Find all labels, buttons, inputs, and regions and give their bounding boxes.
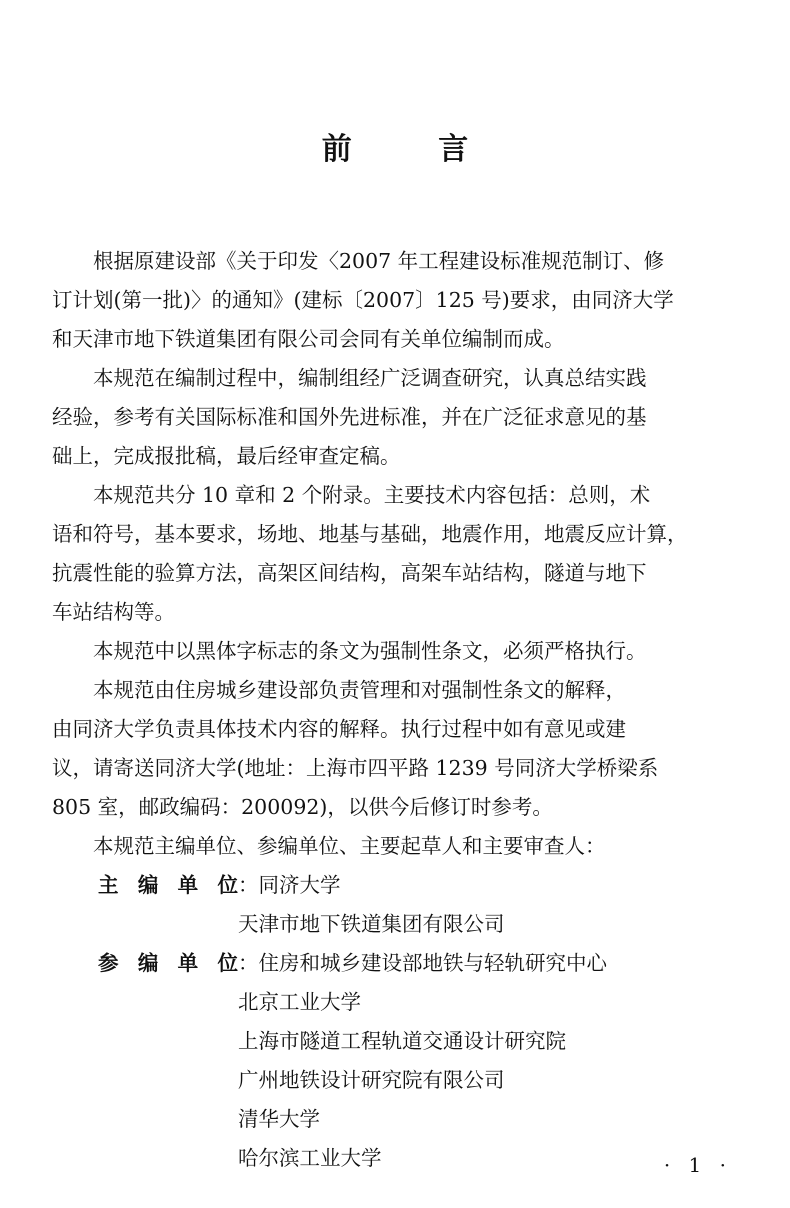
paragraph <box>52 242 742 359</box>
participating-units-label <box>52 944 238 983</box>
label-char: 位 <box>217 951 238 975</box>
unit-row <box>52 1022 742 1061</box>
page-number: · 1 · <box>663 1153 732 1177</box>
unit-entry <box>238 944 742 983</box>
foreword-body <box>52 242 742 1178</box>
text-line: 本规范共分 10 章和 2 个附录。主要技术内容包括：总则，术 <box>93 483 651 507</box>
paragraph <box>52 827 742 866</box>
label-char: 单 <box>177 873 199 897</box>
label-char: 编 <box>137 873 159 897</box>
label-colon: ： <box>238 951 259 975</box>
unit-row <box>52 905 742 944</box>
unit-name: 上海市隧道工程轨道交通设计研究院 <box>238 1029 566 1053</box>
paragraph <box>52 671 742 827</box>
text-line: 本规范主编单位、参编单位、主要起草人和主要审查人： <box>93 834 606 858</box>
unit-name: 北京工业大学 <box>238 990 361 1014</box>
unit-row <box>52 866 742 905</box>
unit-name: 住房和城乡建设部地铁与轻轨研究中心 <box>258 951 607 975</box>
label-char: 编 <box>137 951 159 975</box>
text-line: 语和符号，基本要求，场地、地基与基础，地震作用，地震反应计算， <box>52 522 688 546</box>
text-line: 本规范中以黑体字标志的条文为强制性条文，必须严格执行。 <box>93 639 647 663</box>
text-line: 经验，参考有关国际标准和国外先进标准，并在广泛征求意见的基 <box>52 405 647 429</box>
participating-units <box>52 944 742 1178</box>
unit-row <box>52 1061 742 1100</box>
paragraph <box>52 359 742 476</box>
unit-row <box>52 983 742 1022</box>
text-line: 本规范由住房城乡建设部负责管理和对强制性条文的解释， <box>93 678 626 702</box>
text-line: 订计划(第一批)〉的通知》(建标〔2007〕125 号)要求，由同济大学 <box>52 288 674 312</box>
chief-editing-units <box>52 866 742 944</box>
unit-row <box>52 944 742 983</box>
unit-row <box>52 1139 742 1178</box>
label-char: 单 <box>177 951 199 975</box>
label-char: 主 <box>98 873 119 897</box>
unit-entry <box>238 866 742 905</box>
text-line: 根据原建设部《关于印发〈2007 年工程建设标准规范制订、修 <box>93 249 665 273</box>
unit-name: 天津市地下铁道集团有限公司 <box>238 912 505 936</box>
paragraph <box>52 476 742 632</box>
unit-name: 哈尔滨工业大学 <box>238 1146 382 1170</box>
text-line: 本规范在编制过程中，编制组经广泛调查研究，认真总结实践 <box>93 366 647 390</box>
label-colon: ： <box>238 873 259 897</box>
text-line: 和天津市地下铁道集团有限公司会同有关单位编制而成。 <box>52 327 565 351</box>
unit-name: 同济大学 <box>258 873 341 897</box>
label-char: 参 <box>98 951 119 975</box>
unit-name: 广州地铁设计研究院有限公司 <box>238 1068 505 1092</box>
text-line: 议，请寄送同济大学(地址：上海市四平路 1239 号同济大学桥梁系 <box>52 756 659 780</box>
unit-row <box>52 1100 742 1139</box>
text-line: 抗震性能的验算方法，高架区间结构，高架车站结构，隧道与地下 <box>52 561 647 585</box>
chief-units-label <box>52 866 238 905</box>
text-line: 车站结构等。 <box>52 600 175 624</box>
page-title: 前 言 <box>321 132 507 167</box>
paragraph <box>52 632 742 671</box>
text-line: 805 室，邮政编码：200092)，以供今后修订时参考。 <box>52 795 553 819</box>
unit-name: 清华大学 <box>238 1107 320 1131</box>
text-line: 由同济大学负责具体技术内容的解释。执行过程中如有意见或建 <box>52 717 626 741</box>
text-line: 础上，完成报批稿，最后经审查定稿。 <box>52 444 401 468</box>
label-char: 位 <box>217 873 238 897</box>
